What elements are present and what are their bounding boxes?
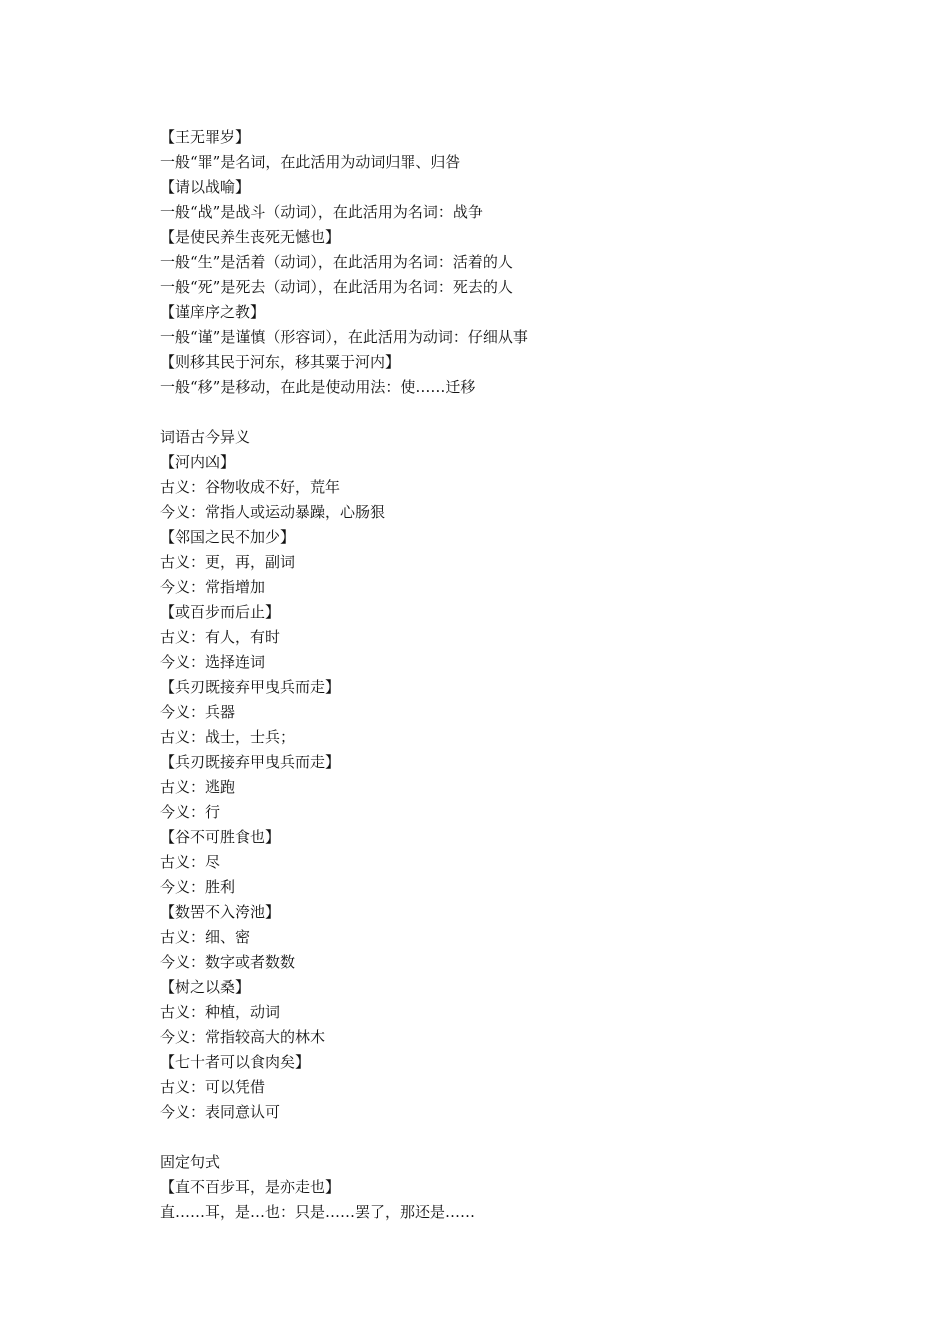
entry-text: 古义：逃跑: [160, 778, 236, 796]
entry-text: 今义：常指增加: [160, 578, 266, 596]
entry-text: 古义：有人，有时: [160, 628, 281, 646]
entry-title: 【邻国之民不加少】: [160, 528, 296, 546]
entry-title: 【或百步而后止】: [160, 603, 281, 621]
entry-text: 一般“生”是活着（动词），在此活用为名词：活着的人: [160, 253, 513, 271]
entry-title: 【谷不可胜食也】: [160, 828, 281, 846]
entry-title: 【王无罪岁】: [160, 128, 251, 146]
entry-text: 直……耳，是…也：只是……罢了，那还是……: [160, 1203, 476, 1221]
entry-text: 一般“罪”是名词，在此活用为动词归罪、归咎: [160, 153, 461, 171]
entry-text: 古义：谷物收成不好，荒年: [160, 478, 341, 496]
entry-text: 一般“死”是死去（动词），在此活用为名词：死去的人: [160, 278, 513, 296]
entry-text: 古义：可以凭借: [160, 1078, 266, 1096]
entry-text: 古义：种植，动词: [160, 1003, 281, 1021]
section-word-usage: [160, 125, 880, 400]
section-fixed-patterns: [160, 1150, 880, 1225]
entry-text: 古义：细、密: [160, 928, 251, 946]
entry-text: 古义：战士，士兵；: [160, 728, 296, 746]
entry-text: 古义：尽: [160, 853, 221, 871]
entry-title: 【直不百步耳，是亦走也】: [160, 1178, 341, 1196]
entry-title: 【请以战喻】: [160, 178, 251, 196]
section-heading: 词语古今异义: [160, 428, 251, 446]
entry-title: 【数罟不入洿池】: [160, 903, 281, 921]
entry-text: 今义：选择连词: [160, 653, 266, 671]
entry-text: 今义：表同意认可: [160, 1103, 281, 1121]
entry-text: 今义：兵器: [160, 703, 236, 721]
entry-title: 【七十者可以食肉矣】: [160, 1053, 311, 1071]
entry-title: 【树之以桑】: [160, 978, 251, 996]
section-ancient-modern-meanings: [160, 425, 880, 1125]
entry-text: 古义：更，再，副词: [160, 553, 296, 571]
entry-title: 【则移其民于河东，移其粟于河内】: [160, 353, 401, 371]
entry-title: 【兵刃既接弃甲曳兵而走】: [160, 678, 341, 696]
document-body: [160, 125, 880, 1225]
entry-title: 【谨庠序之教】: [160, 303, 266, 321]
paragraph-gap: [160, 400, 880, 425]
entry-text: 今义：常指较高大的林木: [160, 1028, 326, 1046]
entry-text: 一般“战”是战斗（动词），在此活用为名词：战争: [160, 203, 483, 221]
entry-text: 今义：数字或者数数: [160, 953, 296, 971]
entry-text: 一般“移”是移动，在此是使动用法：使……迁移: [160, 378, 476, 396]
paragraph-gap: [160, 1125, 880, 1150]
entry-title: 【河内凶】: [160, 453, 236, 471]
entry-text: 今义：常指人或运动暴躁，心肠狠: [160, 503, 386, 521]
entry-title: 【兵刃既接弃甲曳兵而走】: [160, 753, 341, 771]
entry-text: 今义：行: [160, 803, 221, 821]
section-heading: 固定句式: [160, 1153, 221, 1171]
entry-text: 一般“谨”是谨慎（形容词），在此活用为动词：仔细从事: [160, 328, 528, 346]
entry-text: 今义：胜利: [160, 878, 236, 896]
entry-title: 【是使民养生丧死无憾也】: [160, 228, 341, 246]
